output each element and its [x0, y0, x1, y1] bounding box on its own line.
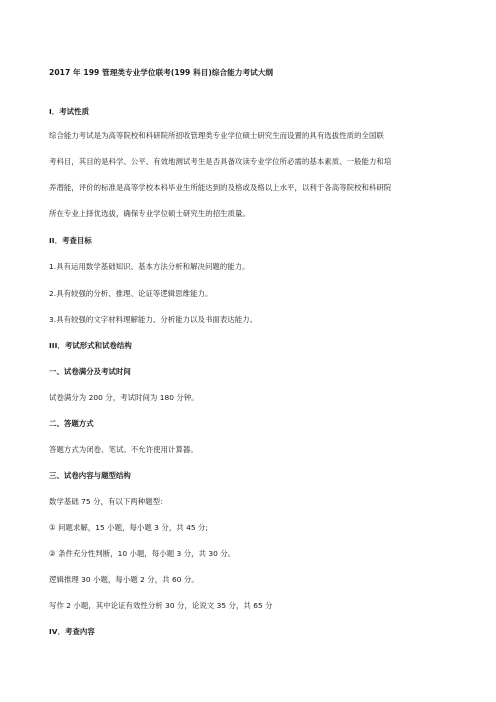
paragraph-line: 数学基础 75 分，有以下两种题型： [49, 497, 168, 506]
paragraph-line: 写作 2 小题，其中论证有效性分析 30 分，论说文 35 分，共 65 分 [49, 601, 273, 610]
section-heading-format: III．考试形式和试卷结构 [49, 341, 132, 350]
paragraph-line: 所在专业上择优选拔，确保专业学位硕士研究生的招生质量。 [49, 209, 250, 218]
list-item: 2.具有较强的分析、推理、论证等逻辑思维能力。 [49, 289, 213, 298]
list-item: ① 问题求解，15 小题，每小题 3 分，共 45 分; [49, 523, 208, 532]
subsection-heading: 一、试卷满分及考试时间 [49, 367, 131, 376]
subsection-heading: 三、试卷内容与题型结构 [49, 471, 131, 480]
paragraph-line: 答题方式为闭卷、笔试。不允许使用计算器。 [49, 445, 198, 454]
paragraph-line: 考科目，其目的是科学、公平、有效地测试考生是否具备攻读专业学位所必需的基本素质、一般能力和培 [49, 157, 392, 166]
paragraph-line: 综合能力考试是为高等院校和科研院所招收管理类专业学位硕士研究生而设置的具有选拔性质的全国联 [49, 131, 384, 140]
section-heading-objectives: II．考查目标 [49, 236, 92, 245]
section-heading-nature: I．考试性质 [49, 107, 90, 116]
paragraph-line: 试卷满分为 200 分，考试时间为 180 分钟。 [49, 393, 199, 402]
list-item: 3.具有较强的文字材料理解能力、分析能力以及书面表达能力。 [49, 315, 258, 324]
document-title: 2017 年 199 管理类专业学位联考(199 科目)综合能力考试大纲 [49, 68, 274, 77]
section-heading-content: IV．考查内容 [49, 627, 95, 636]
list-item: ② 条件充分性判断，10 小题，每小题 3 分，共 30 分。 [49, 549, 236, 558]
paragraph-line: 逻辑推理 30 小题，每小题 2 分，共 60 分。 [49, 575, 199, 584]
subsection-heading: 二、答题方式 [49, 419, 94, 428]
list-item: 1.具有运用数学基础知识、基本方法分析和解决问题的能力。 [49, 262, 250, 271]
paragraph-line: 养潜能，评价的标准是高等学校本科毕业生所能达到的及格或及格以上水平，以利于各高等院校和科研院 [49, 183, 392, 192]
